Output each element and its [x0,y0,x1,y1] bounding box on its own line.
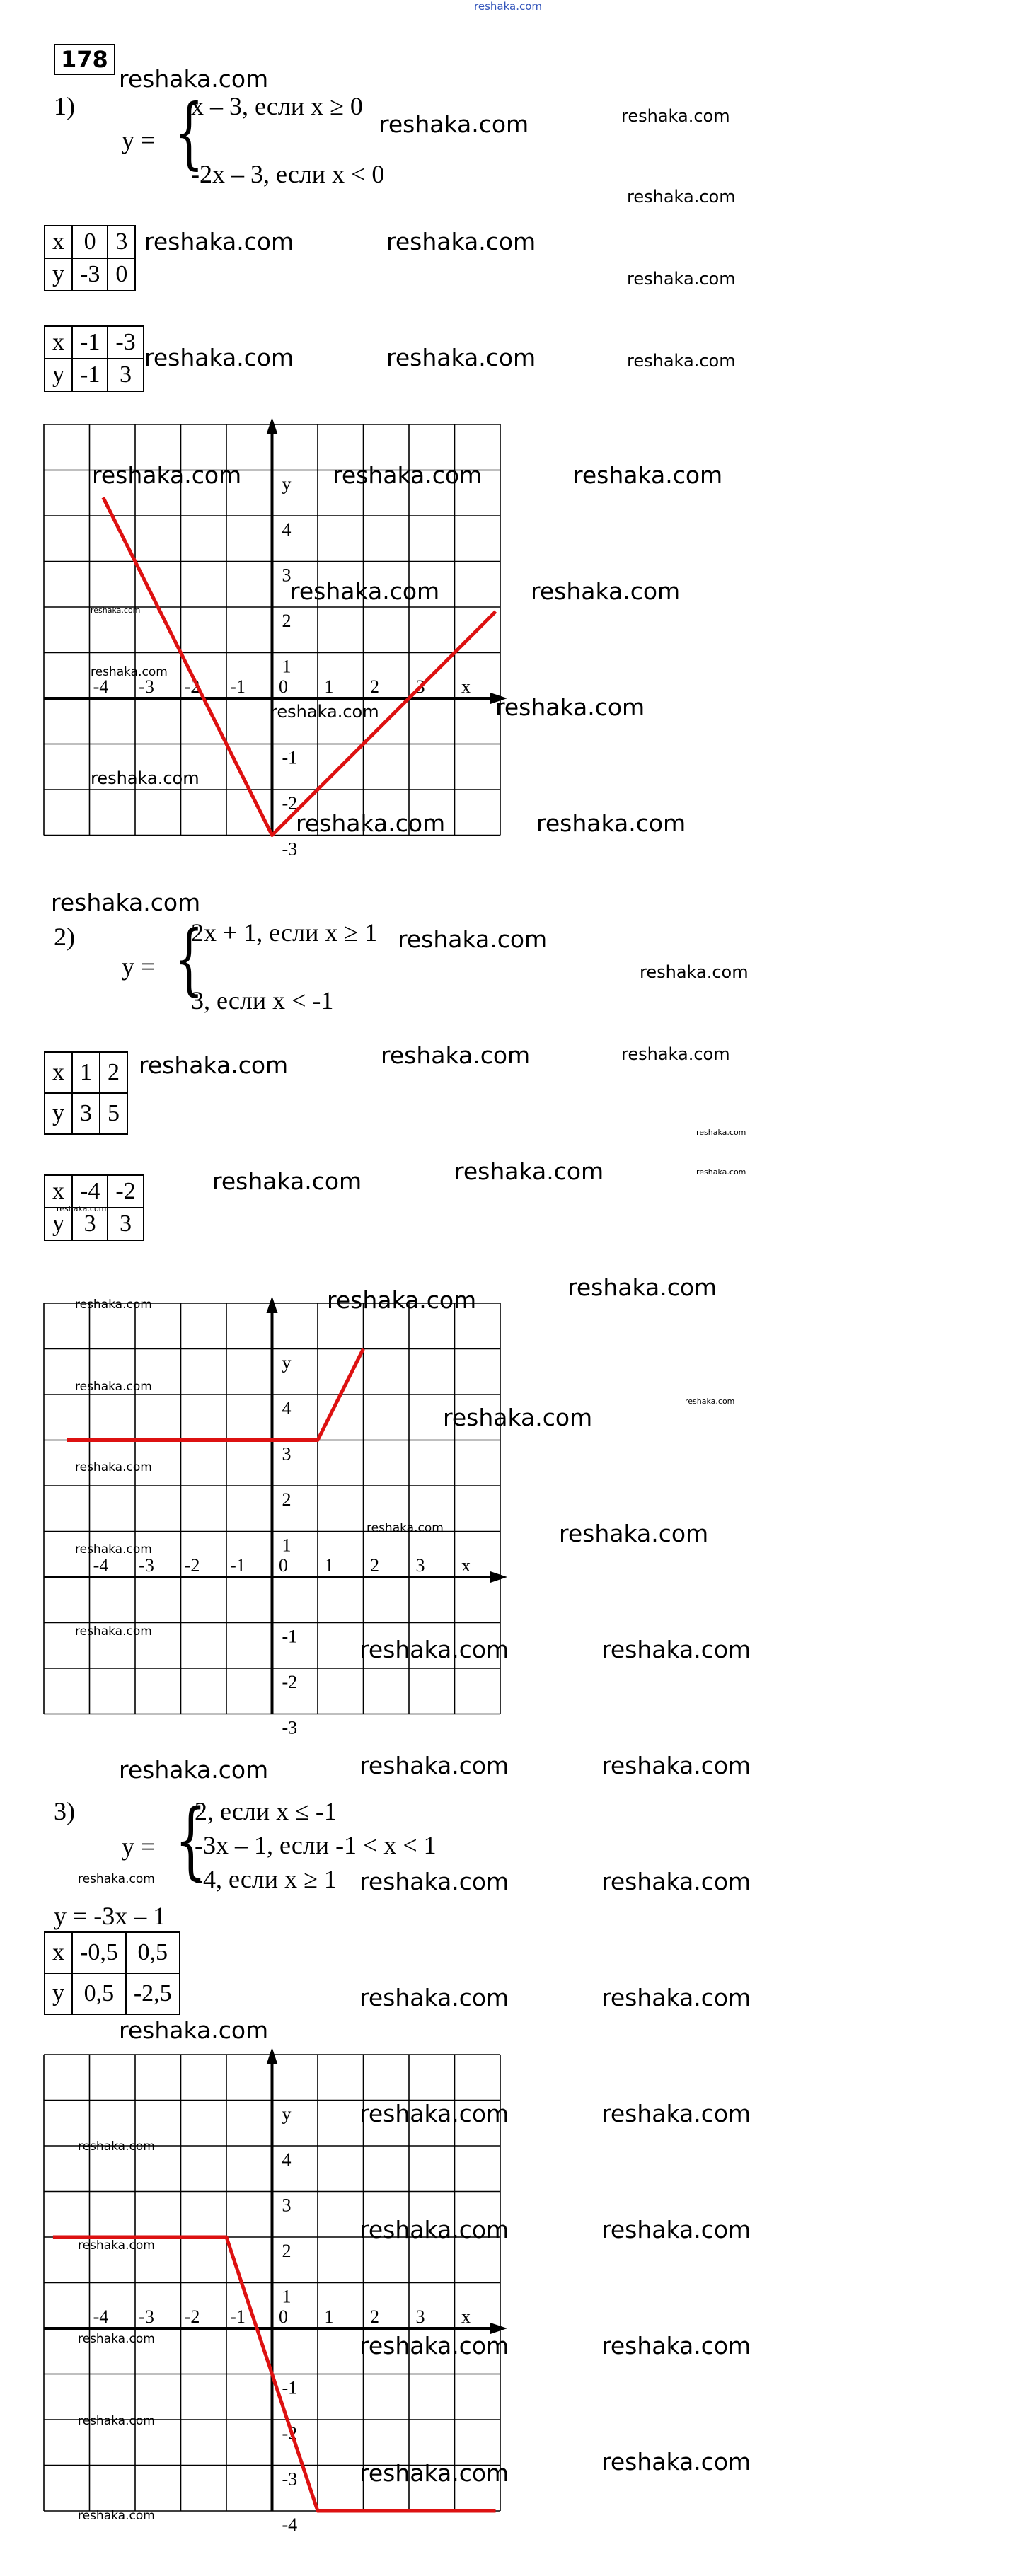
watermark: reshaka.com [531,577,681,605]
y-tick-label: -2 [282,793,298,814]
part2-case2: 3, если x < -1 [191,986,334,1015]
cell: 1 [72,1052,100,1093]
part1-y-eq: y = [122,126,156,154]
y-tick-label: -4 [282,2514,298,2535]
x-axis-label: x [461,1555,471,1576]
cell: -3 [108,326,143,359]
part3-value-table-1 [44,1931,180,2015]
watermark: reshaka.com [75,1298,152,1312]
x-tick-label: 3 [415,1555,425,1576]
cell: x [45,1932,72,1973]
watermark: reshaka.com [443,1404,593,1431]
part3-brace: { [175,1791,207,1888]
y-axis-arrow [267,417,278,434]
watermark: reshaka.com [296,809,446,837]
watermark: reshaka.com [601,1868,751,1895]
cell: x [45,1052,72,1093]
watermark: reshaka.com [359,2459,509,2487]
watermark: reshaka.com [78,2509,155,2523]
y-tick-label: 3 [282,565,292,586]
y-tick-label: 4 [282,1398,292,1419]
x-tick-label: -1 [230,676,246,697]
x-tick-label: -2 [184,676,200,697]
x-axis-arrow [490,1571,507,1583]
watermark: reshaka.com [359,1984,509,2011]
watermark: reshaka.com [573,461,723,489]
watermark: reshaka.com [627,187,736,207]
x-tick-label: 0 [279,2306,288,2327]
watermark: reshaka.com [601,1636,751,1663]
watermark: reshaka.com [78,1872,155,1886]
watermark: reshaka.com [91,768,200,788]
x-tick-label: -4 [93,676,109,697]
y-tick-label: 4 [282,2149,292,2170]
watermark: reshaka.com [92,461,242,489]
part3-label: 3) [54,1797,75,1825]
cell: 0,5 [72,1973,126,2014]
watermark: reshaka.com [379,110,529,138]
part2-case1: 2x + 1, если x ≥ 1 [191,918,378,947]
y-tick-label: -1 [282,747,298,768]
watermark: reshaka.com [119,65,269,93]
y-tick-label: 2 [282,2241,292,2261]
cell: 0 [108,258,135,291]
watermark: reshaka.com [75,1380,152,1394]
cell: x [45,1175,72,1208]
cell: -0,5 [72,1932,126,1973]
y-tick-label: -1 [282,1626,298,1647]
cell: -1 [72,326,108,359]
x-tick-label: -3 [139,2306,154,2327]
watermark: reshaka.com [75,1460,152,1474]
cell: 3 [72,1208,108,1240]
cell: 3 [108,226,135,258]
y-tick-label: 2 [282,611,292,631]
x-tick-label: 2 [370,1555,379,1576]
watermark: reshaka.com [75,1624,152,1639]
y-tick-label: -2 [282,1672,298,1692]
watermark: reshaka.com [144,228,294,255]
watermark: reshaka.com [601,1984,751,2011]
part1-case1: x – 3, если x ≥ 0 [191,92,363,120]
y-tick-label: -3 [282,838,298,860]
cell: -4 [72,1175,108,1208]
cell: 0 [72,226,108,258]
watermark: reshaka.com [601,2332,751,2360]
y-tick-label: 1 [282,656,292,677]
watermark: reshaka.com [359,2332,509,2360]
watermark: reshaka.com [601,2448,751,2476]
watermark: reshaka.com [359,2216,509,2243]
watermark: reshaka.com [601,2216,751,2243]
y-tick-label: 1 [282,2286,292,2307]
watermark: reshaka.com [144,344,294,371]
watermark: reshaka.com [78,2239,155,2253]
watermark: reshaka.com [567,1273,717,1301]
watermark: reshaka.com [359,1868,509,1895]
cell: 0,5 [126,1932,180,1973]
watermark: reshaka.com [270,702,379,722]
part1-value-table-2 [44,325,144,392]
watermark: reshaka.com [559,1520,709,1547]
part3-case1: 2, если x ≤ -1 [195,1797,337,1825]
cell: y [45,1093,72,1134]
part2-brace: { [174,913,204,1004]
cell: x [45,326,72,359]
part2-value-table-1 [44,1051,128,1135]
watermark: reshaka.com [621,106,730,126]
watermark: reshaka.com [386,344,536,371]
part2-label: 2) [54,923,75,951]
x-tick-label: -2 [184,2306,200,2327]
watermark: reshaka.com [78,2414,155,2428]
watermark: reshaka.com [601,2100,751,2127]
x-tick-label: 3 [415,676,425,697]
x-tick-label: -3 [139,1555,154,1576]
watermark: reshaka.com [621,1044,730,1064]
x-tick-label: -4 [93,1555,109,1576]
site-link[interactable]: reshaka.com [474,0,542,13]
x-tick-label: 3 [415,2306,425,2327]
watermark: reshaka.com [75,1542,152,1556]
part3-case2: -3x – 1, если -1 < x < 1 [195,1831,437,1859]
watermark: reshaka.com [119,2016,269,2044]
watermark: reshaka.com [601,1752,751,1779]
x-tick-label: -1 [230,1555,246,1576]
watermark: reshaka.com [290,577,440,605]
x-tick-label: -1 [230,2306,246,2327]
part3-case3: -4, если x ≥ 1 [195,1865,337,1893]
watermark: reshaka.com [333,461,483,489]
y-tick-label: -2 [282,2423,298,2444]
x-tick-label: 1 [324,2306,334,2327]
watermark: reshaka.com [381,1041,531,1069]
watermark: reshaka.com [212,1167,362,1195]
watermark: reshaka.com [386,228,536,255]
cell: y [45,359,72,391]
y-tick-label: -3 [282,2468,298,2490]
x-axis-label: x [461,2306,471,2327]
cell: x [45,226,72,258]
y-tick-label: 3 [282,1443,292,1465]
cell: 5 [100,1093,127,1134]
x-tick-label: 0 [279,676,288,697]
watermark: reshaka.com [78,2332,155,2346]
cell: 3 [72,1093,100,1134]
watermark: reshaka.com [495,693,645,721]
part1-brace: { [174,87,204,178]
y-tick-label: 2 [282,1489,292,1510]
x-tick-label: 1 [324,1555,334,1576]
cell: -2 [108,1175,143,1208]
part3-formula: y = -3x – 1 [54,1902,166,1930]
watermark: reshaka.com [359,1752,509,1779]
y-axis-arrow [267,1296,278,1313]
cell: y [45,258,72,291]
part2-y-eq: y = [122,952,156,981]
cell: -3 [72,258,108,291]
watermark: reshaka.com [696,1167,746,1177]
y-axis-label: y [282,2103,292,2125]
watermark: reshaka.com [454,1157,604,1185]
x-tick-label: -2 [184,1555,200,1576]
watermark: reshaka.com [367,1521,444,1535]
cell: -2,5 [126,1973,180,2014]
y-axis-arrow [267,2047,278,2064]
watermark: reshaka.com [91,606,141,615]
x-tick-label: -3 [139,676,154,697]
y-tick-label: 1 [282,1535,292,1556]
watermark: reshaka.com [327,1286,477,1314]
watermark: reshaka.com [627,269,736,289]
y-tick-label: 4 [282,519,292,540]
cell: 2 [100,1052,127,1093]
watermark: reshaka.com [57,1204,107,1213]
watermark: reshaka.com [359,2100,509,2127]
watermark: reshaka.com [627,351,736,371]
watermark: reshaka.com [51,889,201,916]
watermark: reshaka.com [696,1128,746,1137]
watermark: reshaka.com [398,925,548,953]
watermark: reshaka.com [139,1051,289,1079]
x-tick-label: 2 [370,2306,379,2327]
part1-value-table-1 [44,225,136,291]
x-axis-label: x [461,676,471,697]
y-tick-label: -1 [282,2377,298,2398]
cell: y [45,1208,72,1240]
part1-case2: -2x – 3, если x < 0 [191,160,385,188]
x-tick-label: 2 [370,676,379,697]
watermark: reshaka.com [91,665,168,679]
y-axis-label: y [282,1352,292,1373]
x-tick-label: -4 [93,2306,109,2327]
watermark: reshaka.com [685,1397,735,1406]
x-tick-label: 1 [324,676,334,697]
cell: -1 [72,359,108,391]
part1-label: 1) [54,92,75,120]
cell: 3 [108,359,143,391]
cell: y [45,1973,72,2014]
watermark: reshaka.com [536,809,686,837]
part3-y-eq: y = [122,1832,156,1861]
problem-number: 178 [54,44,115,75]
watermark: reshaka.com [640,962,749,982]
watermark: reshaka.com [119,1756,269,1784]
x-tick-label: 0 [279,1555,288,1576]
watermark: reshaka.com [359,1636,509,1663]
y-tick-label: -3 [282,1717,298,1738]
watermark: reshaka.com [78,2139,155,2154]
cell: 3 [108,1208,143,1240]
y-axis-label: y [282,473,292,495]
y-tick-label: 3 [282,2195,292,2216]
